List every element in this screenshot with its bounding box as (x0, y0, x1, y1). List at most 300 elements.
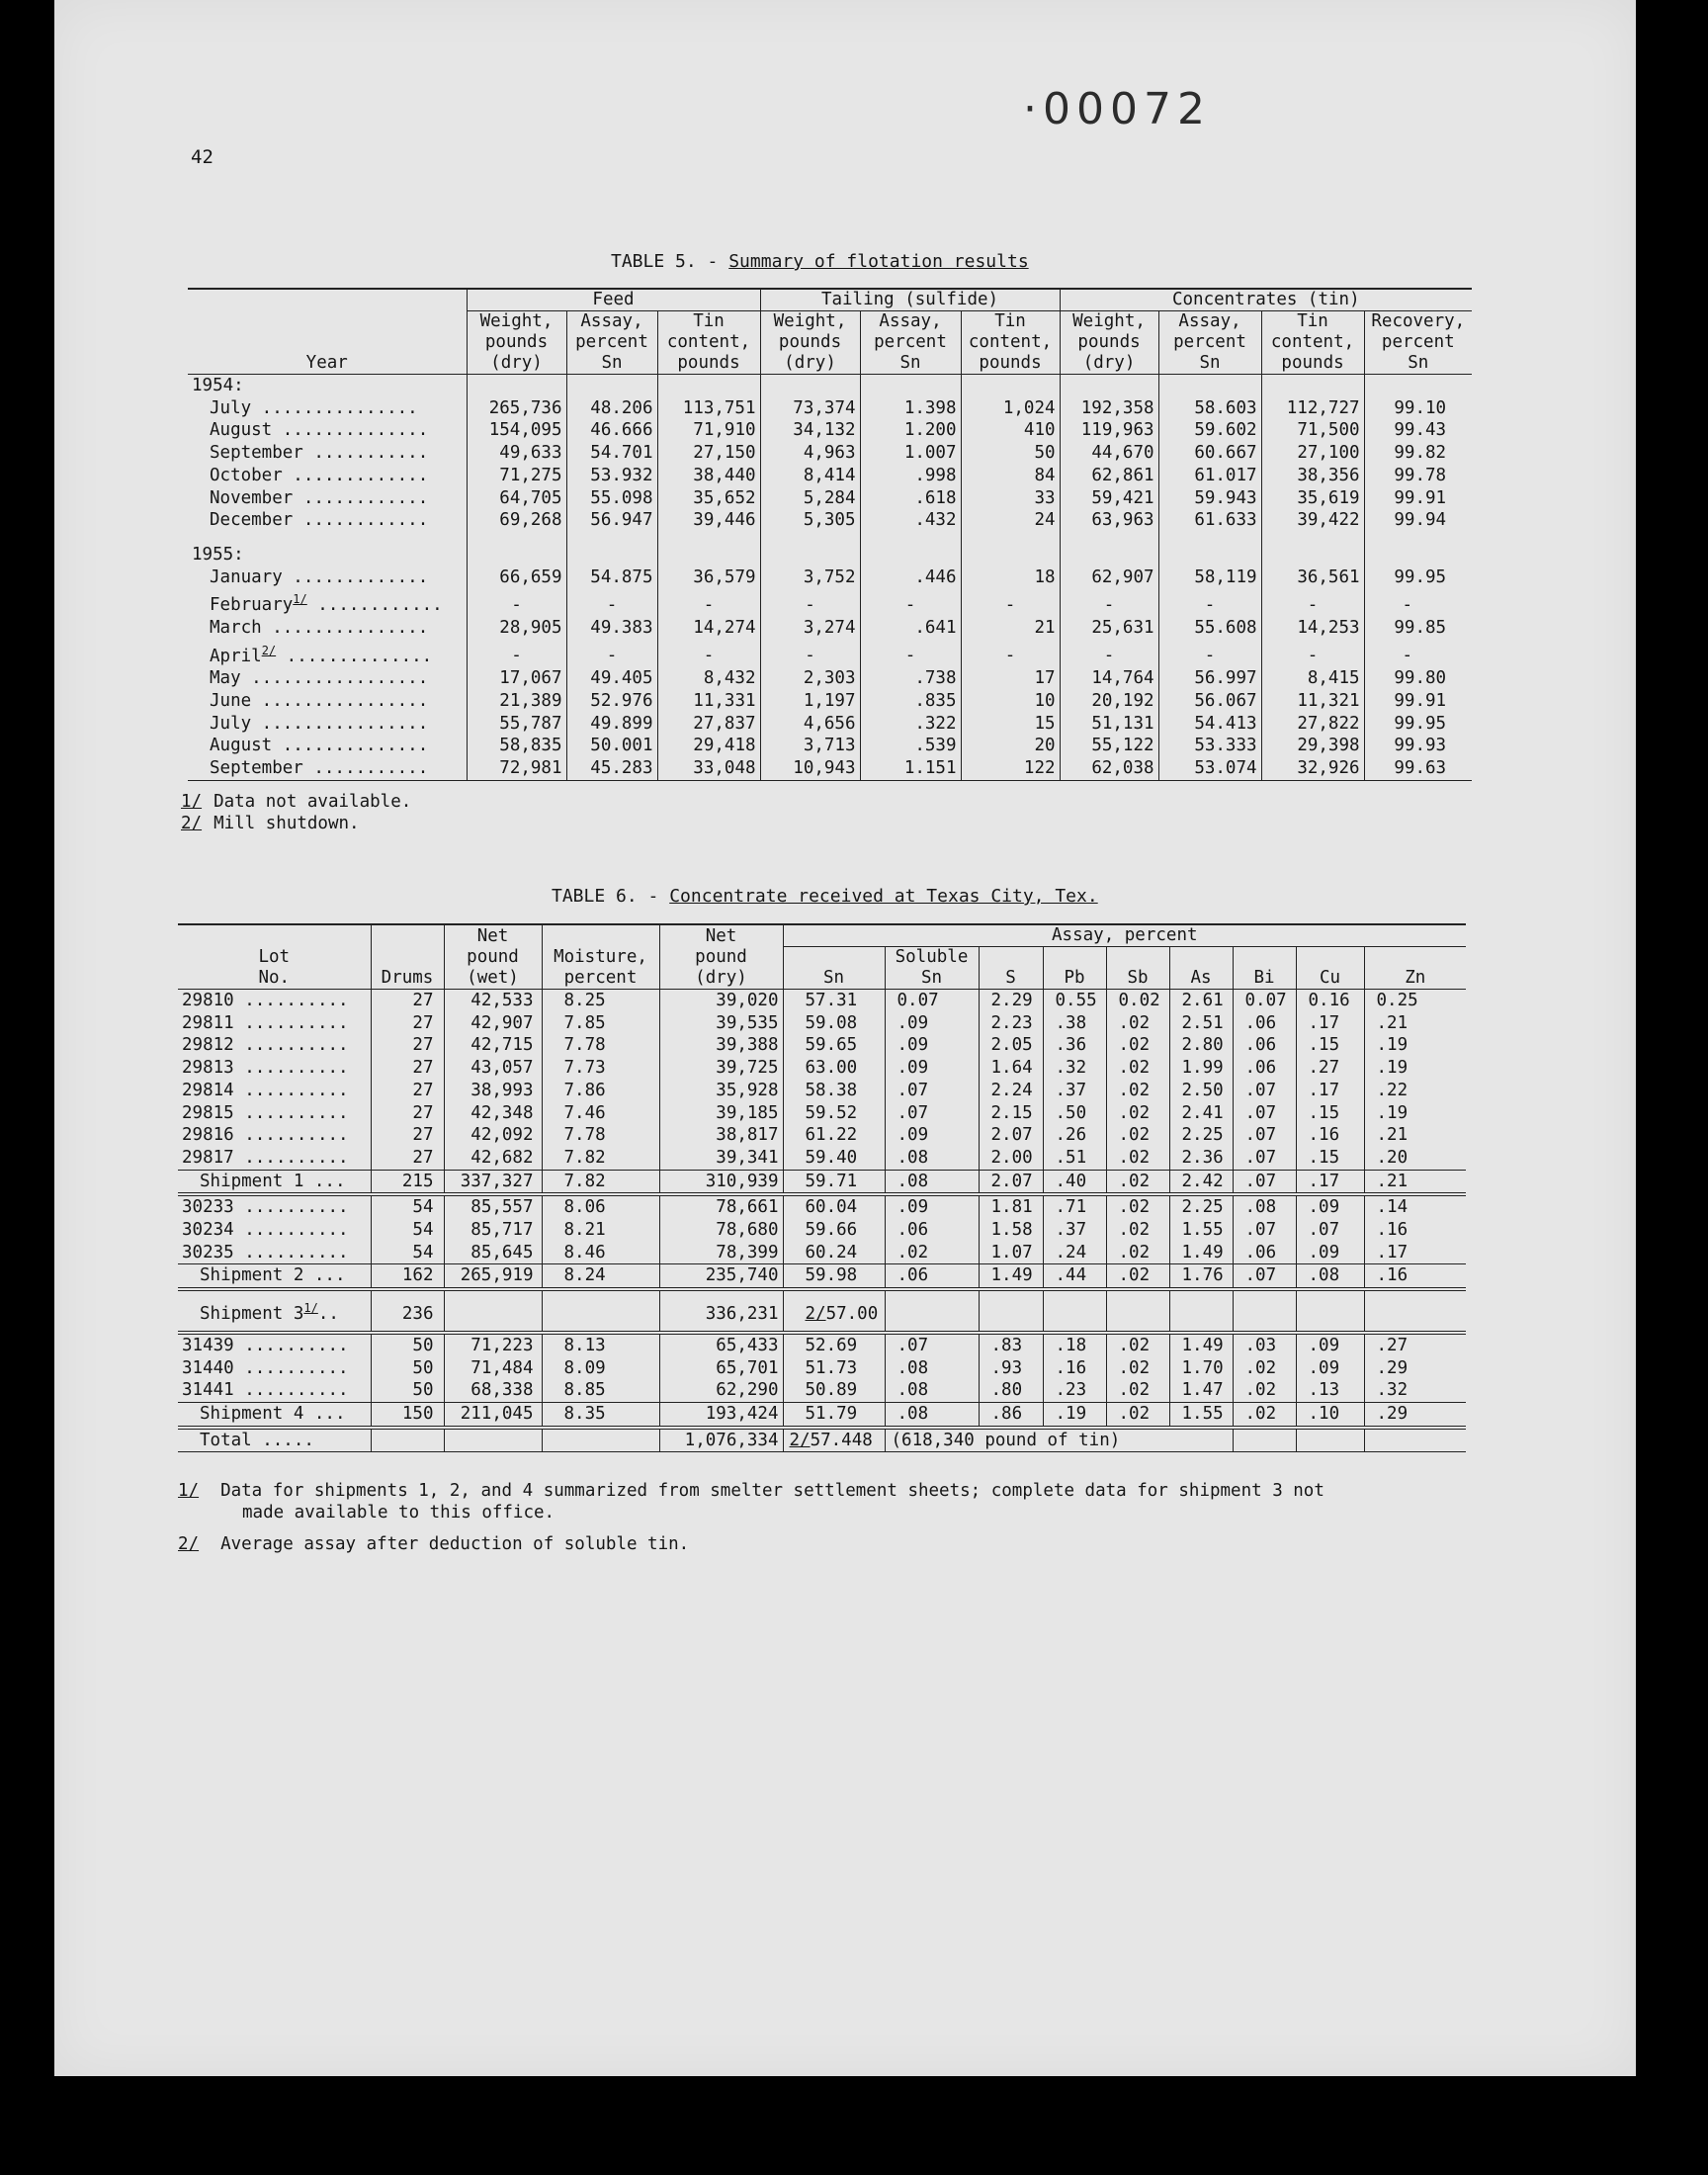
table-cell: 0.07 (1233, 990, 1296, 1012)
table-cell: .02 (1106, 1057, 1169, 1080)
table-cell: 62,907 (1060, 566, 1158, 589)
footnote-text: Average assay after deduction of soluble tin. (220, 1534, 690, 1554)
table-cell: .02 (1106, 1264, 1169, 1289)
table5-title-text: Summary of flotation results (728, 251, 1029, 272)
table5-head-recovery-2: percent (1364, 332, 1472, 353)
table-cell: .02 (1106, 1403, 1169, 1428)
table-cell: 55,122 (1060, 735, 1158, 757)
table-cell: 17,067 (467, 667, 566, 690)
table5-head-feed-tin-2: content, (657, 332, 760, 353)
table-cell: .17 (1296, 1170, 1364, 1194)
table-row (188, 419, 1472, 442)
table-cell: - (657, 640, 760, 668)
table-cell: 2/57.00 (783, 1289, 885, 1333)
table-cell: 64,705 (467, 487, 566, 510)
table-cell: 14,253 (1261, 617, 1364, 640)
concentrate-received-table (178, 923, 1466, 1452)
footnote-text: Mill shutdown. (214, 814, 360, 833)
table-cell: 1.49 (1169, 1242, 1233, 1264)
table-cell: .36 (1043, 1034, 1106, 1057)
table-cell: 7.86 (542, 1080, 659, 1102)
lot-number: 31441 .......... (182, 1380, 349, 1401)
shipment-label: Shipment 4 ... (178, 1403, 371, 1428)
table-cell: .18 (1043, 1333, 1106, 1357)
table-row (188, 442, 1472, 465)
table-cell: 58.38 (783, 1080, 885, 1102)
table-cell: 71,223 (444, 1333, 542, 1357)
table-cell: 7.82 (542, 1170, 659, 1194)
table-cell: .07 (1233, 1102, 1296, 1125)
table-cell: 1.81 (979, 1194, 1043, 1219)
table-cell: 55,787 (467, 713, 566, 736)
table-cell: 150 (371, 1403, 444, 1428)
table-cell: 62,038 (1060, 757, 1158, 780)
table-cell: 49,633 (467, 442, 566, 465)
table5-head-tail-assay-1: Assay, (860, 311, 961, 333)
shipment-label: Shipment 2 ... (178, 1264, 371, 1289)
table-cell: .322 (860, 713, 961, 736)
table-cell: 7.73 (542, 1057, 659, 1080)
table-cell: 49.405 (566, 667, 657, 690)
footnote-mark: 1/ (303, 1301, 318, 1316)
table-cell: - (467, 588, 566, 617)
table-cell: 99.82 (1364, 442, 1472, 465)
table5-head-conc-weight-1: Weight, (1060, 311, 1158, 333)
table-cell: 53.932 (566, 465, 657, 487)
lot-number: 29811 .......... (182, 1012, 349, 1033)
table-cell: .19 (1364, 1102, 1466, 1125)
table-cell: 59.98 (783, 1264, 885, 1289)
table-cell: 2.00 (979, 1147, 1043, 1170)
table-cell (1364, 1289, 1466, 1333)
table-cell: 7.78 (542, 1034, 659, 1057)
year-label: 1955: (192, 544, 244, 565)
table-cell: 18 (961, 566, 1060, 589)
table-cell: 59.602 (1158, 419, 1261, 442)
table-cell: .07 (1233, 1147, 1296, 1170)
year-row (188, 375, 1472, 397)
table-cell: 1,197 (760, 690, 860, 713)
table6-head-lot-1: Lot (258, 947, 291, 967)
table-cell: 1.76 (1169, 1264, 1233, 1289)
table-cell: 60.667 (1158, 442, 1261, 465)
month-name: January ............. (210, 566, 429, 587)
month-label (188, 397, 467, 420)
table-cell: 192,358 (1060, 397, 1158, 420)
table-cell: - (760, 640, 860, 668)
table-cell: 193,424 (659, 1403, 783, 1428)
table-cell: .02 (1106, 1102, 1169, 1125)
table-cell: .02 (1233, 1403, 1296, 1428)
table-cell: 25,631 (1060, 617, 1158, 640)
table-cell: 2.29 (979, 990, 1043, 1012)
footnote (178, 1533, 1493, 1555)
table-cell: 39,388 (659, 1034, 783, 1057)
table-cell: 235,740 (659, 1264, 783, 1289)
table-cell: 58,119 (1158, 566, 1261, 589)
table-cell: .06 (1233, 1057, 1296, 1080)
table-cell: 1.55 (1169, 1403, 1233, 1428)
table-cell: 71,484 (444, 1357, 542, 1380)
table-cell: 33 (961, 487, 1060, 510)
table-row (178, 1102, 1466, 1125)
table5-group-concentrates: Concentrates (tin) (1060, 289, 1472, 311)
table-cell: 27 (371, 1102, 444, 1125)
lot-number: 29812 .......... (182, 1035, 349, 1056)
table-cell: .14 (1364, 1194, 1466, 1219)
table-cell: 59.65 (783, 1034, 885, 1057)
table-cell: 38,817 (659, 1124, 783, 1147)
table-cell: 59.08 (783, 1012, 885, 1035)
table6-title (552, 886, 1098, 907)
month-label (188, 465, 467, 487)
table-cell: 57.31 (783, 990, 885, 1012)
table-cell: 42,348 (444, 1102, 542, 1125)
table-cell: 65,433 (659, 1333, 783, 1357)
table-row (178, 1219, 1466, 1242)
table-cell: 51,131 (1060, 713, 1158, 736)
table5-header (188, 289, 1472, 375)
table-cell: 61.633 (1158, 509, 1261, 532)
table-cell: 39,535 (659, 1012, 783, 1035)
table-cell: 8.06 (542, 1194, 659, 1219)
month-name: July ............... (210, 397, 418, 418)
month-name: June ................ (210, 690, 429, 711)
table-cell: 66,659 (467, 566, 566, 589)
table-cell: 39,725 (659, 1057, 783, 1080)
table-cell: 21,389 (467, 690, 566, 713)
table-cell: .03 (1233, 1333, 1296, 1357)
table6-head-drums: Drums (371, 968, 444, 990)
table-cell: .02 (1106, 1333, 1169, 1357)
table-cell: 59,421 (1060, 487, 1158, 510)
table-cell: 71,910 (657, 419, 760, 442)
table-cell: .06 (885, 1264, 979, 1289)
table-cell: 99.93 (1364, 735, 1472, 757)
table-cell: 27 (371, 1012, 444, 1035)
table-cell: .16 (1296, 1124, 1364, 1147)
table-cell (371, 1428, 444, 1452)
month-name: December ............ (210, 510, 429, 531)
table-cell: .02 (1106, 1170, 1169, 1194)
total-net-dry: 1,076,334 (659, 1428, 783, 1452)
table-cell: 59.40 (783, 1147, 885, 1170)
table-cell: .13 (1296, 1379, 1364, 1402)
table-cell (1233, 1428, 1296, 1452)
table-cell: 112,727 (1261, 397, 1364, 420)
month-name: February (210, 595, 294, 616)
table-cell: 59.66 (783, 1219, 885, 1242)
table-cell: 113,751 (657, 397, 760, 420)
table-cell: .08 (885, 1357, 979, 1380)
table-cell: - (1060, 640, 1158, 668)
table-cell: 63.00 (783, 1057, 885, 1080)
table-cell: 119,963 (1060, 419, 1158, 442)
table-cell: 29,418 (657, 735, 760, 757)
table-cell: 10 (961, 690, 1060, 713)
table6-head-net-wet-1: Net (444, 924, 542, 947)
footnote-mark: 2/ (181, 814, 203, 833)
table-cell: - (1364, 588, 1472, 617)
table-cell: .27 (1296, 1057, 1364, 1080)
table6-head-as: As (1169, 968, 1233, 990)
table-cell: 17 (961, 667, 1060, 690)
table-cell: 49.899 (566, 713, 657, 736)
table-cell (885, 1289, 979, 1333)
table-cell: .02 (1106, 1379, 1169, 1402)
table-cell: 59.71 (783, 1170, 885, 1194)
table6-head-net-wet-2: pound (444, 947, 542, 969)
table-cell: 35,928 (659, 1080, 783, 1102)
table-cell: 15 (961, 713, 1060, 736)
table-cell: 265,736 (467, 397, 566, 420)
table-cell: 60.24 (783, 1242, 885, 1264)
table-cell: 99.85 (1364, 617, 1472, 640)
table-cell: 59.52 (783, 1102, 885, 1125)
footnote (181, 791, 411, 813)
table-cell: 3,752 (760, 566, 860, 589)
lot-number: 30235 .......... (182, 1242, 349, 1262)
table-cell: 44,670 (1060, 442, 1158, 465)
table-cell: 36,579 (657, 566, 760, 589)
table-cell: 51.73 (783, 1357, 885, 1380)
table-cell: - (566, 640, 657, 668)
table-cell: 2.80 (1169, 1034, 1233, 1057)
table-cell: 33,048 (657, 757, 760, 780)
table-cell: .07 (885, 1080, 979, 1102)
table-cell: .50 (1043, 1102, 1106, 1125)
table-cell: .44 (1043, 1264, 1106, 1289)
page-number: 42 (191, 146, 214, 168)
table-cell: 27,837 (657, 713, 760, 736)
table-cell: 1.007 (860, 442, 961, 465)
table-cell: 54.413 (1158, 713, 1261, 736)
table5-head-feed-assay-3: Sn (566, 353, 657, 375)
scanner-border (0, 2076, 1708, 2175)
table-cell: 1.398 (860, 397, 961, 420)
table5-head-tail-tin-3: pounds (961, 353, 1060, 375)
table-cell: 38,993 (444, 1080, 542, 1102)
table-row (188, 667, 1472, 690)
table-cell: 42,715 (444, 1034, 542, 1057)
table-cell: - (467, 640, 566, 668)
table-cell: 99.63 (1364, 757, 1472, 780)
table-cell: .02 (1106, 1147, 1169, 1170)
table6-title-prefix: TABLE 6. - (552, 886, 670, 907)
table-cell: 2.42 (1169, 1170, 1233, 1194)
table-cell: 24 (961, 509, 1060, 532)
table5-head-feed-assay-2: percent (566, 332, 657, 353)
table-cell: 78,661 (659, 1194, 783, 1219)
footnote (181, 813, 411, 834)
table-cell: 5,305 (760, 509, 860, 532)
month-name: October ............. (210, 465, 429, 485)
table5-group-feed: Feed (467, 289, 760, 311)
lot-number: 30233 .......... (178, 1194, 371, 1219)
table-cell: .26 (1043, 1124, 1106, 1147)
table-cell: 0.25 (1364, 990, 1466, 1012)
table-cell: 1.49 (979, 1264, 1043, 1289)
year-row (188, 544, 1472, 566)
table-cell: 122 (961, 757, 1060, 780)
table6-head-net-dry-2: pound (659, 947, 783, 969)
table6-head-net-wet-3: (wet) (444, 968, 542, 990)
table-cell (979, 1289, 1043, 1333)
table-cell: 52.976 (566, 690, 657, 713)
table-cell: .21 (1364, 1124, 1466, 1147)
table-cell: 27,822 (1261, 713, 1364, 736)
table-cell: 53.333 (1158, 735, 1261, 757)
month-label (188, 617, 467, 640)
table-cell: 51.79 (783, 1403, 885, 1428)
table5-head-tail-assay-3: Sn (860, 353, 961, 375)
table-row (188, 588, 1472, 617)
table-cell: 85,557 (444, 1194, 542, 1219)
table-cell: 39,446 (657, 509, 760, 532)
table-cell: 71,500 (1261, 419, 1364, 442)
table-cell: 99.95 (1364, 566, 1472, 589)
table-cell: 8,432 (657, 667, 760, 690)
table-row (178, 1080, 1466, 1102)
footnote-text: Data for shipments 1, 2, and 4 summarized from smelter settlement sheets; complete data for shipment 3 not (220, 1481, 1324, 1501)
section-spacer (188, 532, 1472, 544)
table-row (178, 1012, 1466, 1035)
table-cell: 410 (961, 419, 1060, 442)
table5-head-conc-assay-1: Assay, (1158, 311, 1261, 333)
table-cell: 27 (371, 1124, 444, 1147)
table-cell: 35,652 (657, 487, 760, 510)
table-cell: .93 (979, 1357, 1043, 1380)
table-cell: .15 (1296, 1102, 1364, 1125)
table-cell: .02 (1106, 1124, 1169, 1147)
table-cell: 72,981 (467, 757, 566, 780)
table-cell: 2,303 (760, 667, 860, 690)
table-cell (542, 1289, 659, 1333)
table-cell (1043, 1289, 1106, 1333)
footnote-mark: 2/ (805, 1303, 826, 1324)
table-cell: 1.47 (1169, 1379, 1233, 1402)
table-row (178, 990, 1466, 1012)
table-row (178, 1242, 1466, 1264)
table-cell: 45.283 (566, 757, 657, 780)
footnote-continuation: made available to this office. (242, 1503, 555, 1522)
lot-number: 29810 .......... (182, 991, 349, 1010)
table-cell: .17 (1364, 1242, 1466, 1264)
table-cell: 2.05 (979, 1034, 1043, 1057)
table-cell: 20,192 (1060, 690, 1158, 713)
table-cell: 1.58 (979, 1219, 1043, 1242)
table-cell: .38 (1043, 1012, 1106, 1035)
table5-head-tail-assay-2: percent (860, 332, 961, 353)
table-cell: 2.07 (979, 1170, 1043, 1194)
table-cell: 2.25 (1169, 1194, 1233, 1219)
table-cell: 99.91 (1364, 690, 1472, 713)
table-cell: 39,020 (659, 990, 783, 1012)
table5-title-prefix: TABLE 5. - (611, 251, 729, 272)
table-cell: 8.85 (542, 1379, 659, 1402)
lot-number: 31439 .......... (178, 1333, 371, 1357)
table-cell: 7.85 (542, 1012, 659, 1035)
table-cell: .10 (1296, 1403, 1364, 1428)
table-cell: 2.23 (979, 1012, 1043, 1035)
table-cell: - (1060, 588, 1158, 617)
shipment-subtotal-row (178, 1403, 1466, 1428)
table-cell: 55.098 (566, 487, 657, 510)
table6-body (178, 990, 1466, 1452)
table5-head-tail-tin-2: content, (961, 332, 1060, 353)
table-cell: .07 (1233, 1170, 1296, 1194)
table-cell: .09 (885, 1124, 979, 1147)
month-name: April (210, 646, 262, 666)
table-cell (1106, 1289, 1169, 1333)
month-name: August .............. (210, 736, 429, 756)
table-cell: 84 (961, 465, 1060, 487)
table-row (188, 690, 1472, 713)
table-cell: 55.608 (1158, 617, 1261, 640)
table-cell: 42,533 (444, 990, 542, 1012)
table-cell: - (860, 640, 961, 668)
table-cell: 99.80 (1364, 667, 1472, 690)
table-cell: 99.10 (1364, 397, 1472, 420)
table-cell: 61.22 (783, 1124, 885, 1147)
table-cell: 60.04 (783, 1194, 885, 1219)
table-cell: 42,907 (444, 1012, 542, 1035)
table-cell: 2.07 (979, 1124, 1043, 1147)
table5-head-feed-tin-1: Tin (657, 311, 760, 333)
table-cell: 42,682 (444, 1147, 542, 1170)
table-cell: 4,963 (760, 442, 860, 465)
table-row (188, 757, 1472, 780)
table-row (188, 465, 1472, 487)
table-cell: 0.55 (1043, 990, 1106, 1012)
table-row (178, 1124, 1466, 1147)
table-cell: 50 (961, 442, 1060, 465)
table-cell: .641 (860, 617, 961, 640)
shipment-subtotal-row (178, 1170, 1466, 1194)
table-row (188, 397, 1472, 420)
table-cell: .21 (1364, 1012, 1466, 1035)
table-cell: 27 (371, 1057, 444, 1080)
table-cell: 36,561 (1261, 566, 1364, 589)
table-cell: 11,331 (657, 690, 760, 713)
table6-title-text: Concentrate received at Texas City, Tex. (669, 886, 1098, 907)
table-cell: 4,656 (760, 713, 860, 736)
table-row (178, 1057, 1466, 1080)
table-cell: 5,284 (760, 487, 860, 510)
table-cell: 73,374 (760, 397, 860, 420)
month-label (188, 735, 467, 757)
table5-head-conc-weight-2: pounds (1060, 332, 1158, 353)
table-cell: 53.074 (1158, 757, 1261, 780)
table-cell: .06 (1233, 1242, 1296, 1264)
table-cell: 32,926 (1261, 757, 1364, 780)
table-cell: 1.151 (860, 757, 961, 780)
table-cell: .15 (1296, 1147, 1364, 1170)
table-cell: 0.02 (1106, 990, 1169, 1012)
table-cell: 8.25 (542, 990, 659, 1012)
table-cell: 14,274 (657, 617, 760, 640)
table6-head-moisture-2: percent (542, 968, 659, 990)
table-cell: 68,338 (444, 1379, 542, 1402)
table-cell: .08 (885, 1147, 979, 1170)
table-cell: 99.95 (1364, 713, 1472, 736)
table-cell: 8.21 (542, 1219, 659, 1242)
table-cell: .08 (1233, 1194, 1296, 1219)
table-cell: .09 (1296, 1357, 1364, 1380)
footnote-mark: 2/ (178, 1534, 200, 1554)
table-cell: 46.666 (566, 419, 657, 442)
table-cell: 38,440 (657, 465, 760, 487)
